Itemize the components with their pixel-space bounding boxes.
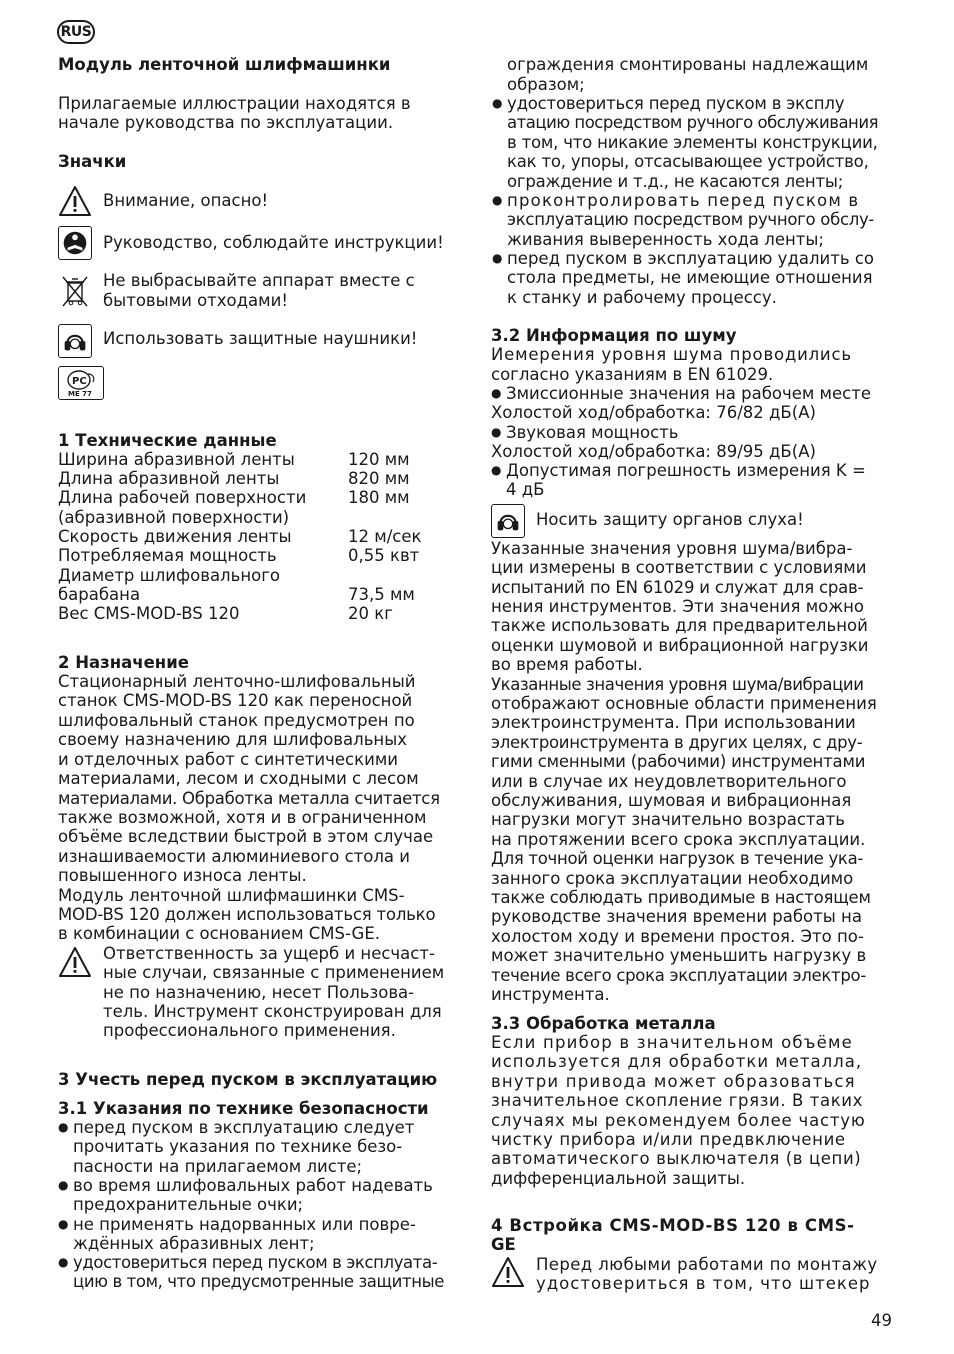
text-line: атацию посредством ручного обслуживания	[507, 113, 878, 133]
section-3-heading: 3 Учесть перед пуском в эксплуатацию	[58, 1070, 438, 1089]
tech-row-label: Потребляемая мощность	[58, 546, 277, 565]
symbols-heading: Значки	[58, 152, 127, 171]
text-line: ● Змиссионные значения на рабочем месте	[506, 384, 871, 403]
text-line: цию в том, что предусмотренные защитные	[73, 1272, 444, 1292]
text-line: ● проконтролировать перед пуском в	[507, 191, 860, 210]
tech-row	[58, 585, 415, 604]
text-line: Перед любыми работами по монтажу	[536, 1255, 878, 1274]
list-item	[506, 423, 897, 442]
tech-row	[58, 469, 410, 488]
text-line: во время работы.	[491, 655, 643, 674]
text-line: используется для обработки металла,	[491, 1052, 863, 1071]
text-line: ции измерены в соответствии с условиями	[491, 558, 867, 577]
text-line: значительное скопление грязи. В таких	[491, 1091, 863, 1110]
text-line: повышенного износа ленты.	[58, 866, 307, 885]
text-line: ● не применять надорванных или повре-	[73, 1215, 416, 1234]
tech-row	[58, 488, 410, 507]
tech-row-value: 820 мм	[348, 469, 410, 488]
text-line: руководстве значения времени работы на	[491, 907, 862, 926]
text-line: материалами, лесом и сходными с лесом	[58, 769, 419, 788]
text-line: в том, что никакие элементы конструкции,	[507, 132, 878, 152]
symbol-disposal-line-2: бытовыми отходами!	[103, 291, 288, 310]
text-line: ждённых абразивных лент;	[73, 1234, 315, 1254]
warning-triangle-icon	[491, 1256, 525, 1288]
text-line: шлифовальный станок предусмотрен по	[58, 711, 415, 730]
list-item	[73, 1215, 464, 1254]
text-line: предохранительные очки;	[73, 1195, 304, 1215]
tech-row-label: Ширина абразивной ленты	[58, 450, 295, 469]
hearing-protection-note: Носить защиту органов слуха!	[536, 510, 804, 529]
tech-row-value: 12 м/сек	[348, 527, 422, 546]
tech-row-label: Скорость движения ленты	[58, 527, 292, 546]
text-line: ● Звуковая мощность	[506, 423, 679, 442]
text-line: не по назначению, несет Пользова-	[103, 983, 415, 1002]
text-line: Холостой ход/обработка: 89/95 дБ(А)	[491, 442, 816, 461]
tech-data-heading: 1 Технические данные	[58, 431, 277, 450]
section-3-3-heading: 3.3 Обработка металла	[491, 1014, 716, 1033]
text-line: образом;	[507, 75, 585, 94]
text-line: тель. Инструмент сконструирован для	[103, 1002, 442, 1021]
list-item	[506, 461, 897, 500]
tech-row-label: (абразивной поверхности)	[58, 508, 290, 527]
symbol-manual-text: Руководство, соблюдайте инструкции!	[103, 233, 444, 252]
text-line: внутри привода может образоваться	[491, 1072, 856, 1091]
text-line: Холостой ход/обработка: 76/82 дБ(А)	[491, 403, 816, 422]
text-line: Если прибор в значительном объёме	[491, 1033, 853, 1052]
text-line: Стационарный ленточно-шлифовальный	[58, 672, 416, 691]
text-line: и отделочных работ с синтетическими	[58, 750, 398, 769]
text-line: своему назначению для шлифовальных	[58, 730, 407, 749]
list-item	[507, 191, 897, 249]
certification-mark-icon	[58, 366, 104, 400]
section-3-1-heading: 3.1 Указания по технике безопасности	[58, 1099, 429, 1118]
text-line: обслуживания, шумовая и вибрационная	[491, 791, 852, 810]
text-line: Иемерения уровня шума проводились	[491, 345, 852, 364]
certification-mark-label: ME 77	[68, 390, 92, 398]
module-title: Модуль ленточной шлифмашинки	[58, 55, 391, 74]
text-line: ● перед пуском в эксплуатацию следует	[73, 1118, 415, 1137]
list-item	[507, 94, 897, 191]
list-item	[506, 384, 897, 403]
text-line: Указанные значения уровня шума/вибрации	[491, 675, 864, 694]
text-line: эксплуатацию посредством ручного обслу-	[507, 210, 875, 230]
tech-row-label: Длина абразивной ленты	[58, 469, 280, 488]
text-line: чистку прибора и/или предвключение	[491, 1130, 846, 1149]
warning-triangle-icon	[58, 185, 92, 217]
tech-row-label: Длина рабочей поверхности	[58, 488, 307, 507]
tech-row-value: 0,55 квт	[348, 546, 420, 565]
purpose-heading: 2 Назначение	[58, 653, 189, 672]
intro-line-2: начале руководства по эксплуатации.	[58, 113, 394, 132]
tech-row-value: 180 мм	[348, 488, 410, 507]
svg-text:PC: PC	[72, 376, 87, 387]
text-line: MOD-BS 120 должен использоваться только	[58, 905, 436, 924]
text-line: живания выверенность хода ленты;	[507, 229, 824, 249]
ear-protection-icon	[58, 324, 92, 358]
tech-row-value: 73,5 мм	[348, 585, 415, 604]
text-line: профессионального применения.	[103, 1021, 396, 1040]
text-line: ные случаи, связанные с применением	[103, 963, 445, 982]
text-line: дифференциальной защиты.	[491, 1169, 746, 1188]
page-number: 49	[871, 1311, 892, 1330]
text-line: станок CMS-MOD-BS 120 как переносной	[58, 691, 413, 710]
text-line: занного срока эксплуатации необходимо	[491, 869, 854, 888]
text-line: ● перед пуском в эксплуатацию удалить со	[507, 249, 874, 268]
text-line: случаях мы рекомендуем более частую	[491, 1111, 866, 1130]
list-item	[73, 1176, 464, 1215]
text-line: может значительно уменьшить нагрузку в	[491, 946, 867, 965]
tech-row-label: барабана	[58, 585, 141, 604]
tech-row	[58, 527, 422, 546]
text-line: отображают основные области применения	[491, 694, 877, 713]
tech-row	[58, 566, 280, 585]
text-line: удостовериться в том, что штекер	[536, 1274, 871, 1293]
intro-line-1: Прилагаемые иллюстрации находятся в	[58, 94, 411, 113]
text-line: также возможной, хотя и в ограниченном	[58, 808, 427, 827]
text-line: согласно указаниям в EN 61029.	[491, 365, 774, 384]
text-line: как то, упоры, отсасывающее устройство,	[507, 152, 869, 172]
section-4-heading-line-1: 4 Встройка CMS-MOD-BS 120 в CMS-	[491, 1216, 855, 1235]
text-line: стола предметы, не имеющие отношения	[507, 268, 873, 288]
text-line: электроинструмента. При использовании	[491, 713, 856, 732]
text-line: ● Допустимая погрешность измерения K =	[506, 461, 866, 480]
text-line: ● удостовериться перед пуском в эксплу	[507, 94, 845, 113]
text-line: или в случае их неудовлетворительного	[491, 772, 847, 791]
tech-row	[58, 508, 289, 527]
tech-row-label: Диаметр шлифовального	[58, 566, 280, 585]
symbol-attention-text: Внимание, опасно!	[103, 191, 269, 210]
tech-row	[58, 450, 410, 469]
list-item	[73, 1253, 464, 1292]
text-line: прочитать указания по технике безо-	[73, 1137, 403, 1157]
language-badge: RUS	[57, 20, 95, 44]
list-item	[507, 249, 897, 307]
warning-triangle-icon	[58, 946, 92, 978]
text-line: изнашиваемости алюминиевого стола и	[58, 847, 411, 866]
text-line: Указанные значения уровня шума/вибра-	[491, 539, 853, 558]
text-line: ограждения смонтированы надлежащим	[507, 55, 869, 74]
text-line: к станку и рабочему процессу.	[507, 287, 777, 307]
tech-row	[58, 546, 420, 565]
text-line: холостом ходу и времени простоя. Это по-	[491, 927, 864, 946]
pct-logo-icon	[59, 368, 105, 392]
text-line: ● во время шлифовальных работ надевать	[73, 1176, 433, 1195]
text-line: в комбинации с основанием CMS-GE.	[58, 924, 380, 943]
crossed-bin-icon	[61, 274, 89, 308]
text-line: автоматического выключателя (в цепи)	[491, 1149, 862, 1168]
text-line: нагрузки могут значительно возрастать	[491, 810, 845, 829]
text-line: также использовать для предварительной	[491, 616, 868, 635]
text-line: Ответственность за ущерб и несчаст-	[103, 944, 435, 963]
text-line: инструмента.	[491, 985, 610, 1004]
tech-row-value: 20 кг	[348, 604, 393, 623]
text-line: Модуль ленточной шлифмашинки CMS-	[58, 886, 405, 905]
text-line: также соблюдать приводимые в настоящем	[491, 888, 871, 907]
tech-row	[58, 604, 393, 623]
text-line: электроинструмента в других целях, с дру-	[491, 733, 863, 752]
text-line: 4 дБ	[506, 480, 545, 500]
tech-row-label: Вес CMS-MOD-BS 120	[58, 604, 240, 623]
read-manual-icon	[58, 226, 92, 260]
text-line: на протяжении всего срока эксплуатации.	[491, 830, 866, 849]
text-line: объёме вследствии быстрой в этом случае	[58, 827, 434, 846]
text-line: пасности на прилагаемом листе;	[73, 1156, 363, 1176]
text-line: Для точной оценки нагрузок в течение ука-	[491, 849, 864, 868]
text-line: нения инструментов. Эти значения можно	[491, 597, 865, 616]
ear-protection-icon	[491, 504, 525, 538]
text-line: оценки шумовой и вибрационной нагрузки	[491, 636, 869, 655]
section-3-2-heading: 3.2 Информация по шуму	[491, 326, 737, 345]
symbol-hearing-text: Использовать защитные наушники!	[103, 329, 418, 348]
tech-row-value: 120 мм	[348, 450, 410, 469]
text-line: течение всего срока эксплуатации электро-	[491, 966, 866, 985]
list-item	[73, 1118, 464, 1176]
symbol-disposal-line-1: Не выбрасывайте аппарат вместе с	[103, 271, 415, 290]
text-line: ограждение и т.д., не касаются ленты;	[507, 171, 844, 191]
text-line: ● удостовериться перед пуском в эксплуата-	[73, 1253, 438, 1272]
text-line: испытаний по EN 61029 и служат для срав-	[491, 578, 864, 597]
section-4-heading-line-2: GE	[491, 1235, 516, 1254]
text-line: гими сменными (рабочими) инструментами	[491, 752, 866, 771]
text-line: материалами. Обработка металла считается	[58, 789, 440, 808]
